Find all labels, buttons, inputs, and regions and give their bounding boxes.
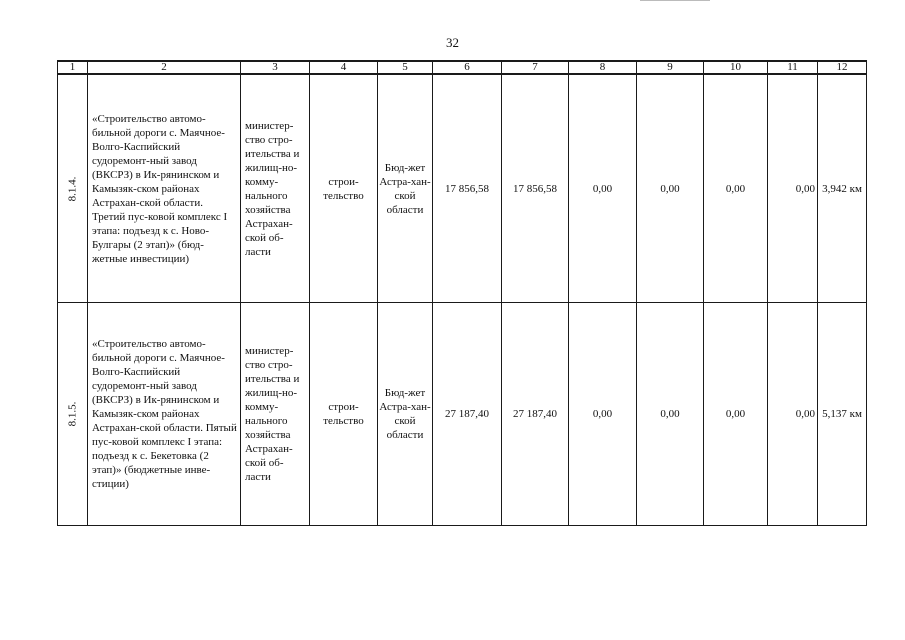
value-col-8: 0,00 — [569, 303, 637, 526]
value-col-11: 0,00 — [768, 74, 818, 303]
row-number: 8.1.5. — [66, 401, 79, 427]
value-col-8: 0,00 — [569, 74, 637, 303]
value-col-6: 17 856,58 — [433, 74, 502, 303]
value-col-7: 27 187,40 — [502, 303, 569, 526]
header-cell-7: 7 — [502, 61, 569, 74]
header-row — [58, 61, 867, 74]
top-edge-mark — [640, 0, 710, 4]
header-cell-2: 2 — [88, 61, 241, 74]
value-col-10: 0,00 — [704, 74, 768, 303]
executor: министер-ство стро-ительства и жилищ-но-комму-нального хозяйства Астрахан-ской об-ласти — [241, 303, 310, 526]
row-number-cell — [58, 74, 88, 303]
executor: министер-ство стро-ительства и жилищ-но-комму-нального хозяйства Астрахан-ской об-ласти — [241, 74, 310, 303]
value-col-6: 27 187,40 — [433, 303, 502, 526]
header-cell-1: 1 — [58, 61, 88, 74]
value-col-12: 5,137 км — [818, 303, 867, 526]
header-cell-3: 3 — [241, 61, 310, 74]
header-cell-10: 10 — [704, 61, 768, 74]
work-type: строи-тельство — [310, 74, 378, 303]
funding-source: Бюд-жет Астра-хан-ской области — [378, 303, 433, 526]
work-type: строи-тельство — [310, 303, 378, 526]
header-cell-9: 9 — [637, 61, 704, 74]
program-table — [57, 60, 867, 526]
header-cell-12: 12 — [818, 61, 867, 74]
header-cell-5: 5 — [378, 61, 433, 74]
value-col-10: 0,00 — [704, 303, 768, 526]
table-row — [58, 303, 867, 526]
funding-source: Бюд-жет Астра-хан-ской области — [378, 74, 433, 303]
value-col-9: 0,00 — [637, 74, 704, 303]
value-col-9: 0,00 — [637, 303, 704, 526]
value-col-11: 0,00 — [768, 303, 818, 526]
page-number: 32 — [446, 35, 459, 50]
value-col-12: 3,942 км — [818, 74, 867, 303]
header-cell-4: 4 — [310, 61, 378, 74]
project-name: «Строительство автомо-бильной дороги с. Маячное-Волго-Каспийский судоремонт-ный завод (ВКСРЗ) в Ик-рянинском и Камызяк-ском районах Астрахан-ской области. Пятый пус-ковой комплекс I этапа: подъезд к с. Бекетовка (2 этап)» (бюджетные инве-стиции) — [88, 303, 241, 526]
row-number: 8.1.4. — [66, 176, 79, 201]
project-name: «Строительство автомо-бильной дороги с. Маячное-Волго-Каспийский судоремонт-ный завод (ВКСРЗ) в Ик-рянинском и Камызяк-ском районах Астрахан-ской области. Третий пус-ковой комплекс I этапа: подъезд к с. Ново-Булгары (2 этап)» (бюд-жетные инвестиции) — [88, 74, 241, 303]
header-cell-6: 6 — [433, 61, 502, 74]
row-number-cell — [58, 303, 88, 526]
header-cell-11: 11 — [768, 61, 818, 74]
header-cell-8: 8 — [569, 61, 637, 74]
value-col-7: 17 856,58 — [502, 74, 569, 303]
table-row — [58, 74, 867, 303]
